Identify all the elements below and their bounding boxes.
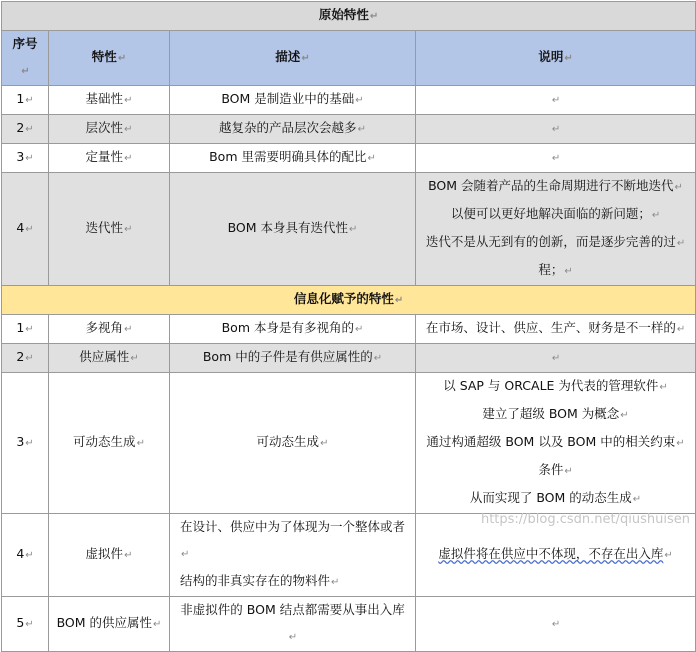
row-note — [416, 115, 696, 144]
row-number-line: 2↵ — [16, 349, 34, 364]
row-description — [170, 144, 416, 173]
row-note-line: ↵ — [551, 95, 561, 106]
row-description-line: Bom 本身是有多视角的↵ — [221, 320, 364, 335]
row-description — [170, 373, 416, 514]
row-note — [416, 86, 696, 115]
row-note-line: 程；↵ — [538, 262, 573, 277]
row-number-line: 1↵ — [16, 320, 34, 335]
row-description-line: 结构的非真实存在的物料件↵ — [180, 573, 340, 588]
col-header-feature: 特性↵ — [49, 31, 170, 86]
row-description — [170, 514, 416, 597]
row-number-line: 1↵ — [16, 91, 34, 106]
col-header-no: 序号↵ — [2, 31, 49, 86]
bom-characteristics-table — [1, 1, 696, 652]
row-note — [416, 344, 696, 373]
row-number — [2, 514, 49, 597]
row-number — [2, 373, 49, 514]
original-row — [2, 115, 696, 144]
row-description — [170, 115, 416, 144]
row-note-line: 迭代不是从无到有的创新，而是逐步完善的过↵ — [425, 234, 686, 249]
info-row — [2, 344, 696, 373]
section-title-original: 原始特性↵ — [2, 2, 696, 31]
row-note-line: ↵ — [551, 124, 561, 135]
row-description-line: 非虚拟件的 BOM 结点都需要从事出入库↵ — [180, 602, 405, 643]
row-description-line: 越复杂的产品层次会越多↵ — [219, 120, 366, 135]
row-description-line: BOM 是制造业中的基础↵ — [221, 91, 364, 106]
row-feature-line: 定量性↵ — [85, 149, 133, 164]
row-number-line: 2↵ — [16, 120, 34, 135]
row-description-line: Bom 中的子件是有供应属性的↵ — [202, 349, 383, 364]
row-feature-line: 供应属性↵ — [79, 349, 139, 364]
row-feature-line: 层次性↵ — [85, 120, 133, 135]
col-header-desc: 描述↵ — [170, 31, 416, 86]
row-note-line: 在市场、设计、供应、生产、财务是不一样的↵ — [425, 320, 686, 335]
row-note-line: 虚拟件将在供应中不体现，不存在出入库↵ — [438, 546, 673, 561]
row-description-line: 可动态生成↵ — [256, 434, 329, 449]
watermark: https://blog.csdn.net/qiushuisen — [480, 512, 690, 527]
row-note — [416, 373, 696, 514]
info-row — [2, 315, 696, 344]
row-number — [2, 344, 49, 373]
info-row — [2, 514, 696, 597]
row-number — [2, 86, 49, 115]
row-feature — [49, 115, 170, 144]
row-feature — [49, 514, 170, 597]
row-note-line: 通过构通超级 BOM 以及 BOM 中的相关约束↵ — [426, 434, 685, 449]
row-note-line: ↵ — [551, 353, 561, 364]
original-row — [2, 86, 696, 115]
row-description — [170, 344, 416, 373]
row-number-line: 4↵ — [16, 220, 34, 235]
row-number-line: 4↵ — [16, 546, 34, 561]
row-feature-line: 基础性↵ — [85, 91, 133, 106]
original-row — [2, 173, 696, 286]
row-feature — [49, 597, 170, 652]
row-note-line: BOM 会随着产品的生命周期进行不断地迭代↵ — [428, 178, 683, 193]
info-row — [2, 373, 696, 514]
row-note-line: ↵ — [551, 153, 561, 164]
row-feature-line: BOM 的供应属性↵ — [56, 615, 162, 630]
row-number — [2, 115, 49, 144]
row-note — [416, 173, 696, 286]
row-feature-line: 可动态生成↵ — [73, 434, 145, 449]
row-number-line: 3↵ — [16, 434, 34, 449]
row-feature — [49, 373, 170, 514]
row-number-line: 5↵ — [16, 615, 34, 630]
row-note — [416, 315, 696, 344]
original-row — [2, 144, 696, 173]
row-note-line: 条件↵ — [538, 462, 573, 477]
row-description — [170, 173, 416, 286]
row-number — [2, 315, 49, 344]
row-description-line: Bom 里需要明确具体的配比↵ — [209, 149, 376, 164]
row-description-line: BOM 本身具有迭代性↵ — [227, 220, 358, 235]
row-note-line: 以 SAP 与 ORCALE 为代表的管理软件↵ — [443, 378, 668, 393]
row-note — [416, 144, 696, 173]
row-feature-line: 迭代性↵ — [85, 220, 133, 235]
row-note-line: ↵ — [551, 619, 561, 630]
row-feature — [49, 315, 170, 344]
row-note — [416, 597, 696, 652]
row-note-line: 建立了超级 BOM 为概念↵ — [482, 406, 629, 421]
section-title-info: 信息化赋予的特性↵ — [2, 286, 696, 315]
row-feature — [49, 144, 170, 173]
col-header-note: 说明↵ — [416, 31, 696, 86]
info-row — [2, 597, 696, 652]
row-note-line: 从而实现了 BOM 的动态生成↵ — [469, 490, 642, 505]
row-description-line: 在设计、供应中为了体现为一个整体或者↵ — [180, 519, 406, 560]
row-feature — [49, 173, 170, 286]
row-number — [2, 144, 49, 173]
row-note — [416, 514, 696, 597]
row-description — [170, 597, 416, 652]
row-feature — [49, 344, 170, 373]
row-description — [170, 315, 416, 344]
row-feature — [49, 86, 170, 115]
row-description — [170, 86, 416, 115]
row-feature-line: 多视角↵ — [85, 320, 133, 335]
row-number — [2, 173, 49, 286]
row-number-line: 3↵ — [16, 149, 34, 164]
row-note-line: 以便可以更好地解决面临的新问题；↵ — [450, 206, 661, 221]
row-number — [2, 597, 49, 652]
row-feature-line: 虚拟件↵ — [85, 546, 133, 561]
